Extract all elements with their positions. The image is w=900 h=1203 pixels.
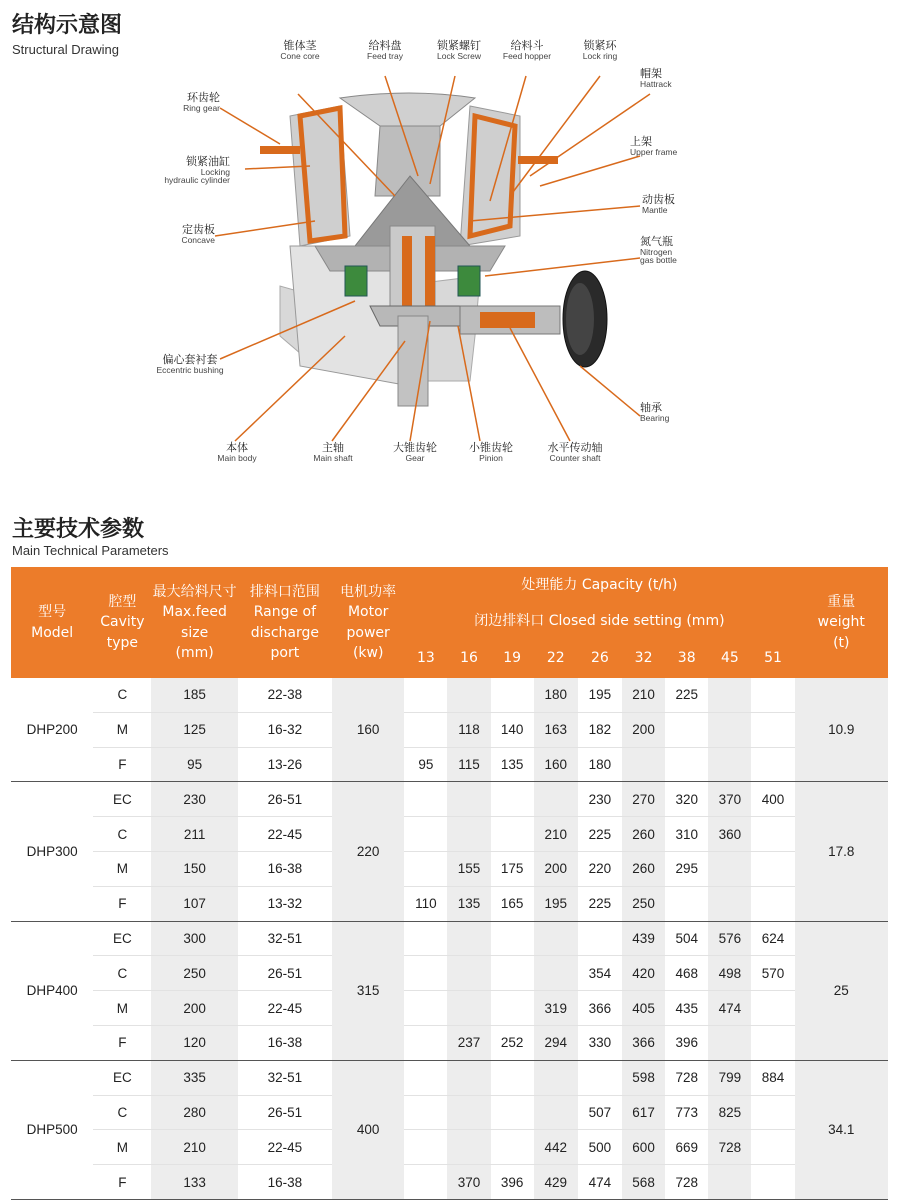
cavity-type: M xyxy=(93,991,151,1026)
cavity-type: F xyxy=(93,886,151,921)
callout-cone-core: 锥体茎 Cone core xyxy=(280,39,320,61)
callout-lock-screw: 锁紧螺钉 Lock Screw xyxy=(437,39,481,61)
table-row xyxy=(11,1095,888,1130)
table-row xyxy=(11,782,888,817)
capacity-cell xyxy=(578,921,622,956)
callout-concave: 定齿板 Concave xyxy=(181,223,215,245)
table-row xyxy=(11,956,888,991)
max-feed-size: 200 xyxy=(151,991,237,1026)
table-row xyxy=(11,851,888,886)
discharge-range: 22-45 xyxy=(238,817,332,852)
callout-locking-cylinder: 锁紧油缸 Locking hydraulic cylinder xyxy=(164,155,230,186)
cavity-type: F xyxy=(93,747,151,782)
header-setting: 16 xyxy=(447,638,490,678)
capacity-cell: 250 xyxy=(622,886,665,921)
capacity-cell xyxy=(491,1060,534,1095)
callout-bearing: 轴承 Bearing xyxy=(640,401,670,423)
callout-main-body: 本体 Main body xyxy=(217,441,257,463)
table-row xyxy=(11,886,888,921)
capacity-cell xyxy=(751,817,794,852)
capacity-cell: 507 xyxy=(578,1095,622,1130)
cavity-type: M xyxy=(93,712,151,747)
max-feed-size: 211 xyxy=(151,817,237,852)
capacity-cell xyxy=(491,1130,534,1165)
cavity-type: F xyxy=(93,1025,151,1060)
capacity-cell: 728 xyxy=(708,1130,751,1165)
capacity-cell: 320 xyxy=(665,782,708,817)
model-name: DHP200 xyxy=(11,678,93,782)
capacity-cell: 225 xyxy=(578,817,622,852)
capacity-cell: 429 xyxy=(534,1165,578,1200)
capacity-cell xyxy=(404,991,447,1026)
capacity-cell: 396 xyxy=(665,1025,708,1060)
table-row xyxy=(11,817,888,852)
cavity-type: C xyxy=(93,956,151,991)
model-name: DHP500 xyxy=(11,1060,93,1199)
max-feed-size: 125 xyxy=(151,712,237,747)
capacity-cell: 252 xyxy=(491,1025,534,1060)
capacity-cell: 195 xyxy=(578,678,622,712)
capacity-cell xyxy=(751,886,794,921)
callout-feed-tray: 给料盘 Feed tray xyxy=(367,39,403,61)
header-motor-power: 电机功率 Motor power (kw) xyxy=(332,567,404,678)
capacity-cell: 182 xyxy=(578,712,622,747)
capacity-cell: 617 xyxy=(622,1095,665,1130)
capacity-cell: 220 xyxy=(578,851,622,886)
model-name: DHP400 xyxy=(11,921,93,1060)
discharge-range: 32-51 xyxy=(238,921,332,956)
max-feed-size: 95 xyxy=(151,747,237,782)
capacity-cell xyxy=(404,1130,447,1165)
max-feed-size: 133 xyxy=(151,1165,237,1200)
capacity-cell xyxy=(534,1060,578,1095)
capacity-cell: 598 xyxy=(622,1060,665,1095)
capacity-cell: 498 xyxy=(708,956,751,991)
callout-nitrogen-bottle: 氮气瓶 Nitrogen gas bottle xyxy=(640,235,677,266)
capacity-cell xyxy=(751,851,794,886)
motor-power: 160 xyxy=(332,678,404,782)
capacity-cell: 225 xyxy=(665,678,708,712)
capacity-cell: 140 xyxy=(491,712,534,747)
cavity-type: M xyxy=(93,851,151,886)
discharge-range: 26-51 xyxy=(238,956,332,991)
capacity-cell: 576 xyxy=(708,921,751,956)
capacity-cell xyxy=(665,747,708,782)
capacity-cell: 295 xyxy=(665,851,708,886)
capacity-cell: 370 xyxy=(708,782,751,817)
capacity-cell: 439 xyxy=(622,921,665,956)
capacity-cell: 624 xyxy=(751,921,794,956)
cavity-type: C xyxy=(93,817,151,852)
capacity-cell xyxy=(491,782,534,817)
cavity-type: EC xyxy=(93,921,151,956)
capacity-cell: 468 xyxy=(665,956,708,991)
header-feed-size: 最大给料尺寸 Max.feed size (mm) xyxy=(151,567,237,678)
table-row xyxy=(11,921,888,956)
discharge-range: 16-38 xyxy=(238,851,332,886)
capacity-cell: 600 xyxy=(622,1130,665,1165)
header-setting: 22 xyxy=(534,638,578,678)
drawing-title-zh: 结构示意图 xyxy=(12,13,123,38)
header-setting: 32 xyxy=(622,638,665,678)
capacity-cell: 135 xyxy=(491,747,534,782)
params-title-zh: 主要技术参数 xyxy=(12,517,145,542)
callout-hattrack: 帽架 Hattrack xyxy=(640,67,672,89)
table-row xyxy=(11,712,888,747)
max-feed-size: 335 xyxy=(151,1060,237,1095)
motor-power: 400 xyxy=(332,1060,404,1199)
capacity-cell: 360 xyxy=(708,817,751,852)
capacity-cell xyxy=(404,817,447,852)
capacity-cell: 504 xyxy=(665,921,708,956)
capacity-cell: 570 xyxy=(751,956,794,991)
discharge-range: 22-45 xyxy=(238,1130,332,1165)
capacity-cell xyxy=(447,1095,490,1130)
max-feed-size: 120 xyxy=(151,1025,237,1060)
capacity-cell: 260 xyxy=(622,817,665,852)
capacity-cell xyxy=(404,1025,447,1060)
capacity-cell xyxy=(404,1060,447,1095)
capacity-cell: 195 xyxy=(534,886,578,921)
discharge-range: 13-32 xyxy=(238,886,332,921)
callout-eccentric-bushing: 偏心套衬套 Eccentric bushing xyxy=(156,353,224,375)
capacity-cell xyxy=(404,678,447,712)
discharge-range: 16-32 xyxy=(238,712,332,747)
header-setting: 45 xyxy=(708,638,751,678)
callout-pinion: 小锥齿轮 Pinion xyxy=(469,441,513,463)
capacity-cell xyxy=(751,712,794,747)
capacity-cell xyxy=(491,921,534,956)
callout-ring-gear: 环齿轮 Ring gear xyxy=(183,91,220,113)
capacity-cell xyxy=(751,991,794,1026)
capacity-cell: 210 xyxy=(534,817,578,852)
capacity-cell xyxy=(751,1130,794,1165)
capacity-cell: 118 xyxy=(447,712,490,747)
capacity-cell xyxy=(534,956,578,991)
callout-mantle: 动齿板 Mantle xyxy=(642,193,675,215)
capacity-cell: 319 xyxy=(534,991,578,1026)
discharge-range: 22-38 xyxy=(238,678,332,712)
capacity-cell: 180 xyxy=(578,747,622,782)
capacity-cell: 110 xyxy=(404,886,447,921)
capacity-cell: 405 xyxy=(622,991,665,1026)
capacity-cell xyxy=(447,1130,490,1165)
table-row xyxy=(11,1025,888,1060)
capacity-cell xyxy=(404,782,447,817)
capacity-cell: 135 xyxy=(447,886,490,921)
header-setting: 26 xyxy=(578,638,622,678)
capacity-cell xyxy=(534,921,578,956)
capacity-cell: 728 xyxy=(665,1165,708,1200)
capacity-cell xyxy=(404,1095,447,1130)
technical-parameters-table xyxy=(11,567,888,1200)
callout-gear: 大锥齿轮 Gear xyxy=(393,441,437,463)
capacity-cell xyxy=(404,712,447,747)
capacity-cell xyxy=(708,851,751,886)
cavity-type: EC xyxy=(93,782,151,817)
motor-power: 220 xyxy=(332,782,404,921)
capacity-cell: 260 xyxy=(622,851,665,886)
capacity-cell xyxy=(534,1095,578,1130)
motor-power: 315 xyxy=(332,921,404,1060)
cavity-type: C xyxy=(93,1095,151,1130)
header-weight: 重量 weight (t) xyxy=(795,567,888,678)
table-row xyxy=(11,1060,888,1095)
capacity-cell xyxy=(491,956,534,991)
max-feed-size: 150 xyxy=(151,851,237,886)
capacity-cell xyxy=(447,991,490,1026)
capacity-cell xyxy=(491,817,534,852)
cavity-type: M xyxy=(93,1130,151,1165)
model-name: DHP300 xyxy=(11,782,93,921)
capacity-cell xyxy=(447,921,490,956)
table-row xyxy=(11,747,888,782)
capacity-cell xyxy=(491,991,534,1026)
capacity-cell xyxy=(447,782,490,817)
max-feed-size: 300 xyxy=(151,921,237,956)
capacity-cell xyxy=(447,1060,490,1095)
capacity-cell: 165 xyxy=(491,886,534,921)
capacity-cell xyxy=(708,678,751,712)
header-closed-side-setting: 闭边排料口 Closed side setting (mm) xyxy=(404,604,794,638)
capacity-cell: 884 xyxy=(751,1060,794,1095)
header-model: 型号 Model xyxy=(11,567,93,678)
capacity-cell: 474 xyxy=(578,1165,622,1200)
capacity-cell: 330 xyxy=(578,1025,622,1060)
capacity-cell: 396 xyxy=(491,1165,534,1200)
table-row xyxy=(11,991,888,1026)
capacity-cell: 294 xyxy=(534,1025,578,1060)
header-discharge-range: 排料口范围 Range of discharge port xyxy=(238,567,332,678)
capacity-cell xyxy=(751,747,794,782)
capacity-cell xyxy=(708,1025,751,1060)
capacity-cell xyxy=(751,1095,794,1130)
capacity-cell: 354 xyxy=(578,956,622,991)
capacity-cell: 200 xyxy=(622,712,665,747)
capacity-cell: 180 xyxy=(534,678,578,712)
weight: 10.9 xyxy=(795,678,888,782)
table-row xyxy=(11,678,888,712)
header-cavity: 腔型 Cavity type xyxy=(93,567,151,678)
discharge-range: 32-51 xyxy=(238,1060,332,1095)
capacity-cell: 200 xyxy=(534,851,578,886)
capacity-cell: 370 xyxy=(447,1165,490,1200)
cavity-type: C xyxy=(93,678,151,712)
callout-lock-ring: 锁紧环 Lock ring xyxy=(582,39,618,61)
callout-feed-hopper: 给料斗 Feed hopper xyxy=(502,39,552,61)
capacity-cell xyxy=(491,678,534,712)
capacity-cell: 669 xyxy=(665,1130,708,1165)
max-feed-size: 230 xyxy=(151,782,237,817)
capacity-cell xyxy=(751,678,794,712)
table-row xyxy=(11,1130,888,1165)
header-setting: 13 xyxy=(404,638,447,678)
capacity-cell: 95 xyxy=(404,747,447,782)
capacity-cell: 442 xyxy=(534,1130,578,1165)
capacity-cell xyxy=(708,1165,751,1200)
capacity-cell xyxy=(751,1165,794,1200)
capacity-cell: 163 xyxy=(534,712,578,747)
capacity-cell xyxy=(404,956,447,991)
capacity-cell: 310 xyxy=(665,817,708,852)
callout-counter-shaft: 水平传动轴 Counter shaft xyxy=(547,441,603,463)
header-setting: 51 xyxy=(751,638,794,678)
discharge-range: 26-51 xyxy=(238,1095,332,1130)
header-setting: 38 xyxy=(665,638,708,678)
max-feed-size: 280 xyxy=(151,1095,237,1130)
capacity-cell: 435 xyxy=(665,991,708,1026)
capacity-cell: 270 xyxy=(622,782,665,817)
capacity-cell: 568 xyxy=(622,1165,665,1200)
capacity-cell: 175 xyxy=(491,851,534,886)
capacity-cell xyxy=(404,1165,447,1200)
capacity-cell: 210 xyxy=(622,678,665,712)
discharge-range: 26-51 xyxy=(238,782,332,817)
capacity-cell: 728 xyxy=(665,1060,708,1095)
capacity-cell: 225 xyxy=(578,886,622,921)
params-title-en: Main Technical Parameters xyxy=(12,543,169,558)
capacity-cell: 799 xyxy=(708,1060,751,1095)
capacity-cell xyxy=(708,747,751,782)
capacity-cell: 115 xyxy=(447,747,490,782)
capacity-cell xyxy=(665,886,708,921)
capacity-cell: 474 xyxy=(708,991,751,1026)
max-feed-size: 107 xyxy=(151,886,237,921)
table-row xyxy=(11,1165,888,1200)
capacity-cell: 237 xyxy=(447,1025,490,1060)
discharge-range: 13-26 xyxy=(238,747,332,782)
capacity-cell: 230 xyxy=(578,782,622,817)
capacity-cell: 500 xyxy=(578,1130,622,1165)
capacity-cell: 420 xyxy=(622,956,665,991)
cavity-type: F xyxy=(93,1165,151,1200)
header-capacity: 处理能力 Capacity (t/h) xyxy=(404,567,794,604)
capacity-cell xyxy=(534,782,578,817)
drawing-title-en: Structural Drawing xyxy=(12,42,119,57)
discharge-range: 16-38 xyxy=(238,1025,332,1060)
capacity-cell xyxy=(404,851,447,886)
capacity-cell xyxy=(491,1095,534,1130)
capacity-cell xyxy=(578,1060,622,1095)
weight: 25 xyxy=(795,921,888,1060)
capacity-cell xyxy=(622,747,665,782)
max-feed-size: 250 xyxy=(151,956,237,991)
discharge-range: 16-38 xyxy=(238,1165,332,1200)
capacity-cell xyxy=(447,817,490,852)
capacity-cell: 400 xyxy=(751,782,794,817)
capacity-cell xyxy=(665,712,708,747)
discharge-range: 22-45 xyxy=(238,991,332,1026)
max-feed-size: 210 xyxy=(151,1130,237,1165)
capacity-cell: 155 xyxy=(447,851,490,886)
capacity-cell xyxy=(708,886,751,921)
capacity-cell xyxy=(447,678,490,712)
capacity-cell: 160 xyxy=(534,747,578,782)
crusher-cutaway-illustration xyxy=(140,36,700,476)
capacity-cell xyxy=(708,712,751,747)
capacity-cell xyxy=(447,956,490,991)
capacity-cell: 366 xyxy=(578,991,622,1026)
header-setting: 19 xyxy=(491,638,534,678)
structural-drawing xyxy=(140,36,700,476)
capacity-cell: 825 xyxy=(708,1095,751,1130)
callout-upper-frame: 上架 Upper frame xyxy=(630,135,678,157)
weight: 34.1 xyxy=(795,1060,888,1199)
capacity-cell: 773 xyxy=(665,1095,708,1130)
capacity-cell xyxy=(404,921,447,956)
capacity-cell: 366 xyxy=(622,1025,665,1060)
callout-main-shaft: 主轴 Main shaft xyxy=(313,441,353,463)
cavity-type: EC xyxy=(93,1060,151,1095)
capacity-cell xyxy=(751,1025,794,1060)
weight: 17.8 xyxy=(795,782,888,921)
max-feed-size: 185 xyxy=(151,678,237,712)
